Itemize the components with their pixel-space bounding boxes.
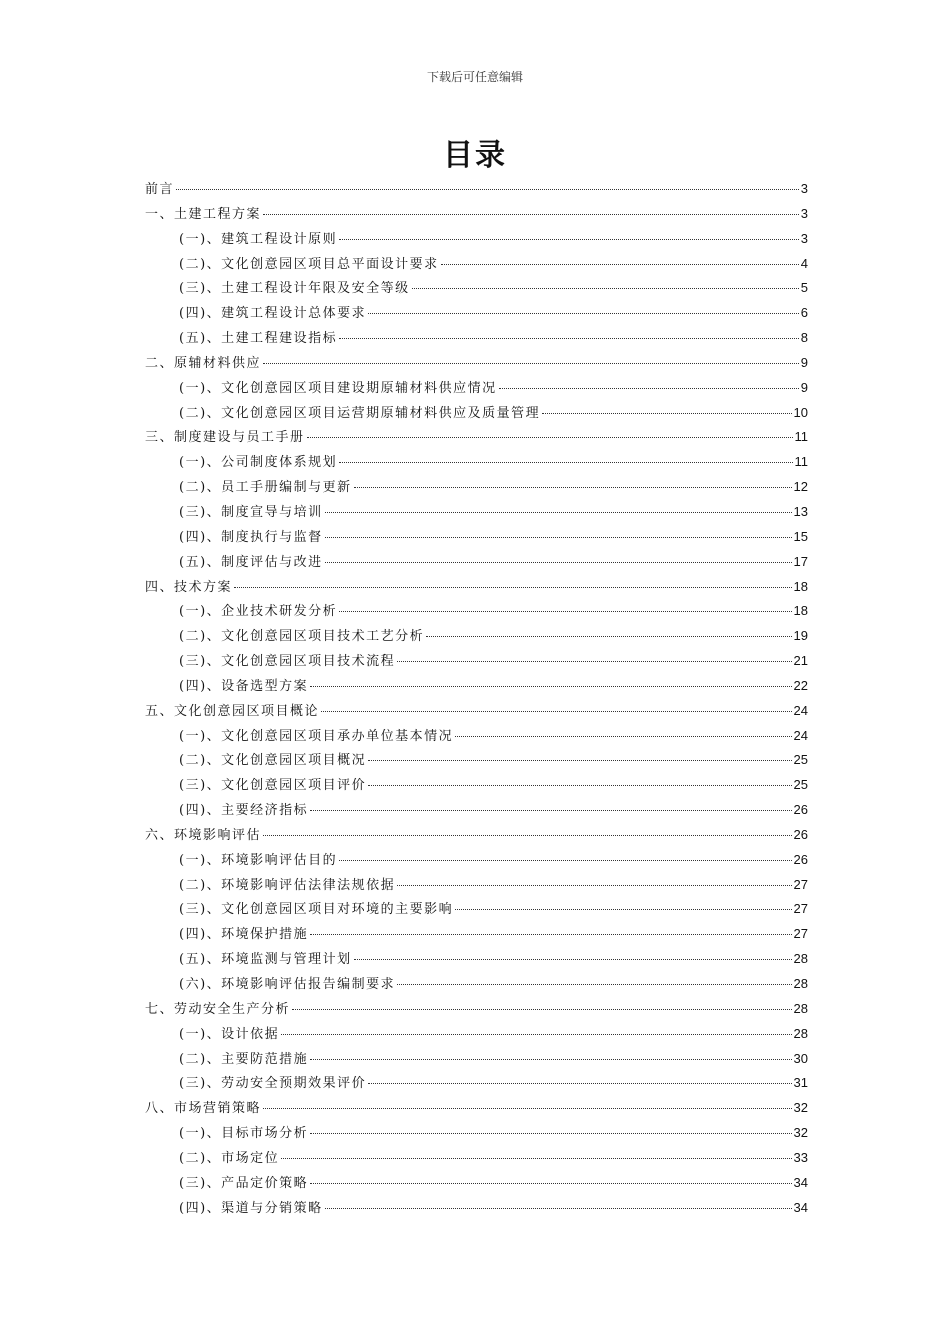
toc-entry[interactable] [145, 302, 808, 327]
table-of-contents [145, 178, 808, 1221]
toc-page-number: 9 [800, 354, 808, 370]
toc-entry-label: (三)、文化创意园区项目对环境的主要影响 [179, 902, 454, 918]
toc-entry[interactable] [145, 1023, 808, 1048]
toc-entry[interactable] [145, 1097, 808, 1122]
toc-entry-label: (一)、公司制度体系规划 [179, 455, 338, 471]
toc-entry[interactable] [145, 923, 808, 948]
toc-entry[interactable] [145, 849, 808, 874]
page-header: 下载后可任意编辑 [426, 70, 523, 84]
toc-page-number: 17 [793, 553, 808, 569]
toc-entry-label: (二)、市场定位 [179, 1150, 280, 1166]
toc-entry-label: (四)、渠道与分销策略 [179, 1200, 323, 1216]
toc-page-number: 5 [800, 280, 808, 296]
toc-entry-label: 六、环境影响评估 [145, 827, 262, 843]
toc-page-number: 9 [800, 379, 808, 395]
toc-entry-label: (一)、设计依据 [179, 1026, 280, 1042]
toc-entry[interactable] [145, 625, 808, 650]
toc-dot-leader [310, 1183, 791, 1184]
toc-entry[interactable] [145, 178, 808, 203]
toc-entry[interactable] [145, 998, 808, 1023]
toc-dot-leader [176, 189, 799, 190]
toc-page-number: 13 [793, 503, 808, 519]
toc-entry-label: (一)、环境影响评估目的 [179, 852, 338, 868]
toc-entry-label: (四)、主要经济指标 [179, 803, 309, 819]
toc-dot-leader [426, 636, 791, 637]
toc-dot-leader [325, 537, 792, 538]
toc-entry[interactable] [145, 948, 808, 973]
toc-dot-leader [307, 437, 793, 438]
toc-dot-leader [310, 934, 791, 935]
toc-page-number: 8 [800, 330, 808, 346]
toc-page-number: 10 [793, 404, 808, 420]
toc-entry-label: (三)、土建工程设计年限及安全等级 [179, 281, 410, 297]
toc-page-number: 26 [793, 826, 808, 842]
toc-page-number: 34 [793, 1199, 808, 1215]
toc-page-number: 22 [793, 677, 808, 693]
toc-page-number: 3 [800, 230, 808, 246]
toc-dot-leader [281, 1034, 791, 1035]
toc-entry[interactable] [145, 253, 808, 278]
toc-entry[interactable] [145, 1122, 808, 1147]
toc-page-number: 4 [800, 255, 808, 271]
toc-page-number: 28 [793, 1025, 808, 1041]
toc-page-number: 34 [793, 1174, 808, 1190]
toc-entry-label: 五、文化创意园区项目概论 [145, 703, 320, 719]
toc-entry[interactable] [145, 327, 808, 352]
toc-entry-label: (二)、员工手册编制与更新 [179, 480, 352, 496]
toc-dot-leader [325, 512, 792, 513]
toc-dot-leader [292, 1009, 792, 1010]
toc-entry-label: 前言 [145, 182, 175, 197]
toc-entry[interactable] [145, 1072, 808, 1097]
toc-dot-leader [310, 686, 791, 687]
toc-entry-label: (四)、制度执行与监督 [179, 529, 323, 545]
toc-page-number: 26 [793, 851, 808, 867]
toc-page-number: 24 [793, 702, 808, 718]
toc-entry[interactable] [145, 1048, 808, 1073]
toc-entry[interactable] [145, 824, 808, 849]
toc-entry[interactable] [145, 451, 808, 476]
toc-entry[interactable] [145, 898, 808, 923]
toc-page-number: 26 [793, 802, 808, 818]
toc-dot-leader [354, 959, 792, 960]
toc-page-number: 12 [793, 479, 808, 495]
toc-entry[interactable] [145, 352, 808, 377]
toc-dot-leader [325, 562, 792, 563]
toc-dot-leader [281, 1158, 791, 1159]
toc-dot-leader [412, 288, 799, 289]
toc-entry[interactable] [145, 600, 808, 625]
toc-entry-label: 一、土建工程方案 [145, 206, 262, 222]
toc-page-number: 27 [793, 876, 808, 892]
toc-entry[interactable] [145, 1197, 808, 1222]
toc-entry[interactable] [145, 749, 808, 774]
toc-entry[interactable] [145, 426, 808, 451]
toc-entry-label: (六)、环境影响评估报告编制要求 [179, 977, 396, 992]
toc-entry-label: (一)、文化创意园区项目承办单位基本情况 [179, 728, 454, 744]
toc-page-number: 25 [793, 752, 808, 768]
toc-entry-label: (三)、制度宣导与培训 [179, 504, 323, 520]
toc-dot-leader [397, 984, 791, 985]
toc-page-number: 11 [794, 454, 808, 470]
toc-entry-label: (三)、文化创意园区项目评价 [179, 778, 367, 794]
toc-dot-leader [263, 835, 792, 836]
toc-dot-leader [325, 1208, 792, 1209]
toc-dot-leader [368, 313, 799, 314]
toc-entry[interactable] [145, 402, 808, 427]
toc-page-number: 28 [793, 1000, 808, 1016]
toc-dot-leader [441, 264, 799, 265]
toc-entry[interactable] [145, 576, 808, 601]
toc-page-number: 30 [793, 1050, 808, 1066]
toc-page-number: 19 [793, 628, 808, 644]
toc-dot-leader [339, 860, 791, 861]
toc-dot-leader [397, 885, 791, 886]
toc-entry-label: (二)、主要防范措施 [179, 1051, 309, 1067]
toc-page-number: 6 [800, 305, 808, 321]
toc-entry-label: 八、市场营销策略 [145, 1101, 262, 1117]
toc-entry-label: (五)、土建工程建设指标 [179, 331, 338, 347]
toc-entry-label: (一)、企业技术研发分析 [179, 604, 338, 620]
toc-entry-label: (一)、建筑工程设计原则 [179, 231, 338, 247]
toc-dot-leader [354, 487, 792, 488]
toc-entry-label: 二、原辅材料供应 [145, 355, 262, 371]
toc-entry[interactable] [145, 277, 808, 302]
toc-page-number: 18 [793, 603, 808, 619]
toc-page-number: 21 [793, 653, 808, 669]
toc-entry-label: 三、制度建设与员工手册 [145, 430, 305, 446]
toc-page-number: 15 [793, 528, 808, 544]
toc-entry[interactable] [145, 526, 808, 551]
toc-entry[interactable] [145, 700, 808, 725]
toc-entry[interactable] [145, 1147, 808, 1172]
toc-dot-leader [339, 611, 791, 612]
toc-entry[interactable] [145, 1172, 808, 1197]
toc-entry[interactable] [145, 973, 808, 998]
toc-entry-label: (二)、环境影响评估法律法规依据 [179, 877, 396, 893]
toc-entry-label: (三)、产品定价策略 [179, 1175, 309, 1191]
toc-dot-leader [310, 1133, 791, 1134]
toc-dot-leader [542, 413, 791, 414]
toc-entry-label: (四)、设备选型方案 [179, 678, 309, 694]
toc-dot-leader [368, 1083, 791, 1084]
toc-entry-label: (五)、环境监测与管理计划 [179, 952, 352, 968]
toc-dot-leader [397, 661, 791, 662]
toc-dot-leader [263, 214, 799, 215]
toc-entry[interactable] [145, 675, 808, 700]
toc-entry-label: (二)、文化创意园区项目技术工艺分析 [179, 629, 425, 645]
toc-dot-leader [455, 909, 791, 910]
toc-page-number: 28 [793, 976, 808, 991]
toc-dot-leader [339, 462, 792, 463]
toc-entry-label: (二)、文化创意园区项目运营期原辅材料供应及质量管理 [179, 405, 541, 421]
toc-entry-label: (二)、文化创意园区项目概况 [179, 753, 367, 769]
toc-page-number: 33 [793, 1149, 808, 1165]
toc-page-number: 32 [793, 1125, 808, 1141]
toc-entry-label: 七、劳动安全生产分析 [145, 1001, 291, 1017]
toc-entry-label: (二)、文化创意园区项目总平面设计要求 [179, 256, 439, 272]
toc-dot-leader [310, 1059, 791, 1060]
toc-title: 目录 [443, 138, 507, 173]
toc-dot-leader [339, 338, 799, 339]
toc-entry-label: (三)、劳动安全预期效果评价 [179, 1076, 367, 1092]
toc-dot-leader [234, 587, 792, 588]
toc-page-number: 18 [793, 578, 808, 594]
toc-page-number: 11 [794, 429, 808, 445]
toc-page-number: 27 [793, 901, 808, 917]
toc-page-number: 28 [793, 951, 808, 967]
toc-entry-label: (三)、文化创意园区项目技术流程 [179, 654, 396, 670]
toc-page-number: 31 [793, 1075, 808, 1091]
toc-entry[interactable] [145, 799, 808, 824]
toc-entry-label: (一)、目标市场分析 [179, 1126, 309, 1142]
toc-dot-leader [368, 760, 791, 761]
toc-page-number: 3 [800, 181, 808, 196]
toc-entry[interactable] [145, 377, 808, 402]
toc-entry[interactable] [145, 228, 808, 253]
toc-entry[interactable] [145, 650, 808, 675]
toc-dot-leader [310, 810, 791, 811]
toc-entry[interactable] [145, 774, 808, 799]
toc-dot-leader [499, 388, 799, 389]
toc-entry[interactable] [145, 725, 808, 750]
toc-page-number: 27 [793, 926, 808, 942]
toc-entry-label: (五)、制度评估与改进 [179, 554, 323, 570]
toc-entry-label: (四)、建筑工程设计总体要求 [179, 306, 367, 322]
toc-dot-leader [455, 736, 791, 737]
toc-entry[interactable] [145, 476, 808, 501]
toc-dot-leader [368, 785, 791, 786]
toc-page-number: 3 [800, 205, 808, 221]
toc-entry[interactable] [145, 501, 808, 526]
toc-entry[interactable] [145, 874, 808, 899]
toc-dot-leader [321, 711, 792, 712]
toc-entry-label: (四)、环境保护措施 [179, 927, 309, 943]
toc-entry[interactable] [145, 203, 808, 228]
toc-entry-label: 四、技术方案 [145, 579, 233, 595]
toc-page-number: 24 [793, 727, 808, 743]
toc-page-number: 25 [793, 777, 808, 793]
toc-dot-leader [263, 363, 799, 364]
toc-dot-leader [339, 239, 799, 240]
toc-dot-leader [263, 1108, 792, 1109]
toc-entry-label: (一)、文化创意园区项目建设期原辅材料供应情况 [179, 380, 497, 396]
toc-page-number: 32 [793, 1100, 808, 1116]
toc-entry[interactable] [145, 551, 808, 576]
